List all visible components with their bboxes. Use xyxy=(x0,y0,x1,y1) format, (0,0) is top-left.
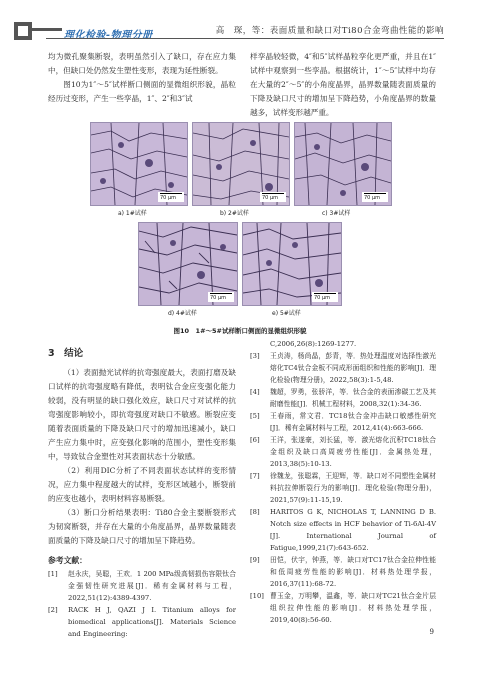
subcaption-d: d) 4#试样 xyxy=(168,310,197,317)
subcaption-a: a) 1#试样 xyxy=(118,210,147,217)
page-number: 9 xyxy=(429,628,434,636)
paragraph: 均为微孔聚集断裂，表明虽然引入了缺口，存在应力集中，但缺口处仍然发生塑性变形，表现为延性断裂。 xyxy=(48,52,236,75)
header-rule xyxy=(46,38,444,39)
right-top-column xyxy=(250,50,436,120)
micrograph-c xyxy=(294,122,392,206)
section-title: 3 结论 xyxy=(48,348,84,359)
micrograph-b xyxy=(192,122,290,206)
reference-item: [6] 王洋，张遂豪，刘长猛，等．激光熔化沉积TC18钛合金组织及缺口高周疲劳性能[J]．金属热处理，2013,38(5):10-13. xyxy=(250,436,436,468)
micrograph-d xyxy=(138,222,238,306)
subcaption-e: e) 5#试样 xyxy=(272,310,301,317)
paragraph: 样孪晶较轻微，4″和5″试样晶粒孪化更严重，并且在1″试样中观察到一些孪晶。根据统计，1″～5″试样中均存在大量的2″～5″的小角度晶界，晶界数量随表面质量的下降及缺口尺寸的增加呈下降趋势，小角度晶界的数量越多，试样变形越严重。 xyxy=(250,52,436,117)
reference-item: [1] 赵永庆，吴聪，王欢．1 200 MPa级高韧损伤容限钛合金强韧性研究进展[J]．稀有金属材料与工程，2022,51(12):4389-4397. xyxy=(48,570,236,602)
reference-item: [7] 徐魏龙，张聪霖，王迎辉，等．缺口对不同塑性金属材料抗拉伸断裂行为的影响[J]．理化检验(物理分册)，2021,57(9):11-15,19. xyxy=(250,472,436,504)
figure-10 xyxy=(90,122,390,340)
scale-bar: 70 μm xyxy=(208,292,234,302)
reference-item: [10] 曹玉金，万明攀，温鑫，等．缺口对TC21钛合金片层组织拉伸性能的影响[J]．材料热处理学报，2019,40(8):56-60. xyxy=(250,592,436,624)
scale-bar: 70 μm xyxy=(158,192,184,202)
left-top-column xyxy=(48,50,236,106)
reference-item: [5] 王春雨，常文君．TC18钛合金冲击缺口敏感性研究[J]．稀有金属材料与工程，2012,41(4):663-666. xyxy=(250,412,436,432)
paragraph: （2）利用DIC分析了不同表面状态试样的变形情况，应力集中程度越大的试样，变形区域越小，断裂前的应变也越小，表明材料容易断裂。 xyxy=(48,466,236,503)
reference-item: [4] 魏超，罗勇，张骄洋，等．钛合金的表面渗碳工艺及其耐磨性能[J]．机械工程材料，2008,32(1):34-36. xyxy=(250,388,436,408)
references-title: 参考文献： xyxy=(48,556,87,565)
conclusions-column xyxy=(48,366,236,640)
scale-bar: 70 μm xyxy=(312,292,338,302)
subcaption-b: b) 2#试样 xyxy=(220,210,249,217)
running-header: 高 琛，等：表面质量和缺口对Ti80合金弯曲性能的影响 xyxy=(215,26,444,36)
micrograph-e xyxy=(242,222,342,306)
micrograph-a xyxy=(90,122,188,206)
subcaption-c: c) 3#试样 xyxy=(322,210,351,217)
figure-caption: 图10 1#～5#试样断口侧面的显微组织形貌 xyxy=(173,327,307,335)
reference-item: [8] HARITOS G K, NICHOLAS T, LANNING D B. Notch size effects in HCF behavior of Ti-6Al-4V [J]. International Journal of Fatigue,1999,21(7):643-652. xyxy=(250,508,436,552)
references-right-column xyxy=(250,338,436,626)
paragraph: 图10为1″～5″试样断口侧面的显微组织形貌，晶粒经历过变形，产生一些孪晶，1″、2″和3″试 xyxy=(48,80,236,103)
scale-bar: 70 μm xyxy=(260,192,286,202)
paragraph: （1）表面抛光试样的抗弯强度最大，表面打磨及缺口试样的抗弯强度略有降低，表明钛合金应变强化能力较弱，没有明显的缺口强化效应，缺口尺寸对试样的抗弯强度影响较小，即抗弯强度对缺口不敏感。断裂应变随着表面质量的下降及缺口尺寸的增加迅速减小，缺口产生应力集中时，应变强化影响的范围小，塑性变形集中，导致钛合金塑性对其表面状态十分敏感。 xyxy=(48,368,236,461)
journal-name: 理化检验-物理分册 xyxy=(64,30,153,41)
reference-item: [9] 田恺，伏宇，钟燕，等．缺口对TC17钛合金拉伸性能和低周疲劳性能的影响[J]．材料热处理学报，2016,37(11):68-72. xyxy=(250,556,436,588)
paragraph: （3）断口分析结果表明：Ti80合金主要断裂形式为韧窝断裂，并存在大量的小角度晶界，晶界数量随表面质量的下降及缺口尺寸的增加呈下降趋势。 xyxy=(48,508,236,545)
reference-continued: C,2006,26(8):1269-1277. xyxy=(270,340,357,348)
scale-bar: 70 μm xyxy=(362,192,388,202)
reference-item: [3] 王贞涛，杨尚晶，彭青，等．热处理温度对选择性激光熔化TC4钛合金板不同成形面组织和性能的影响[J]．理化检验(物理分册)，2022,58(3):1-5,48. xyxy=(250,352,436,384)
reference-item: [2] RACK H J, QAZI J I. Titanium alloys for biomedical applications[J]. Materials Science and Engineering: xyxy=(48,606,236,638)
